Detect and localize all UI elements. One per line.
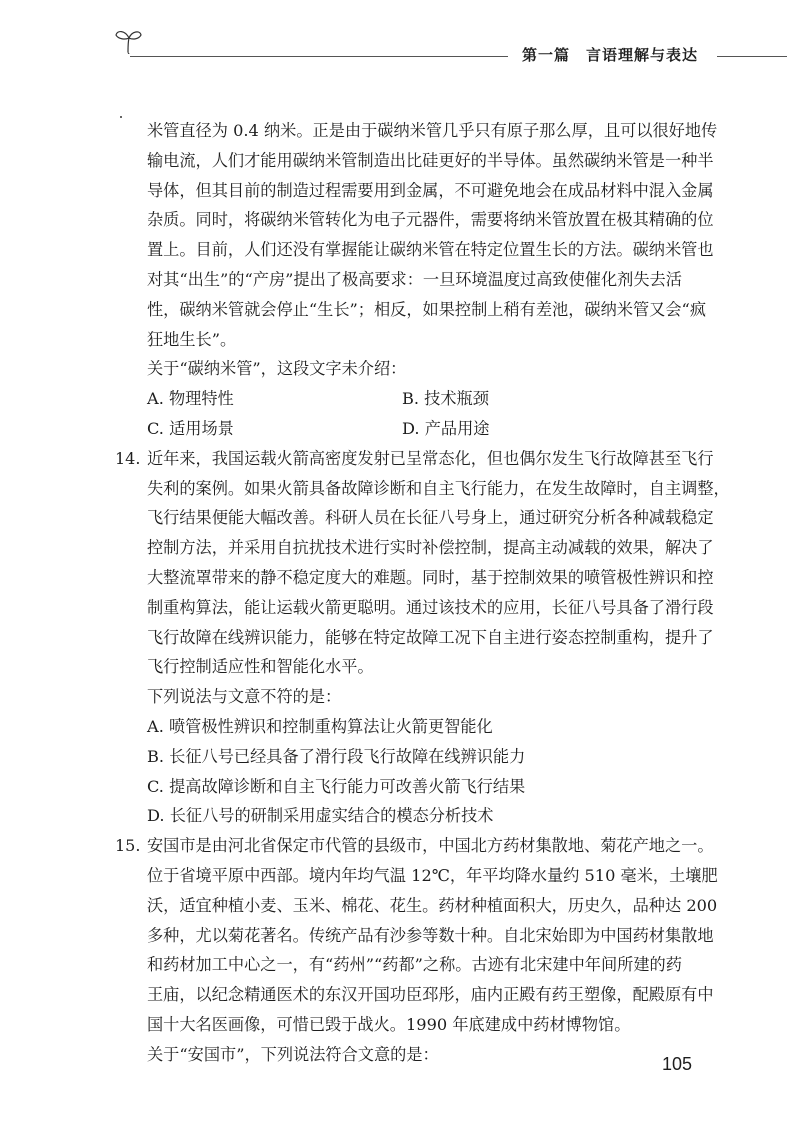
option-d: D. 长征八号的研制采用虚实结合的模态分析技术 [147,806,494,826]
passage-line: 近年来，我国运载火箭高密度发射已呈常态化，但也偶尔发生飞行故障甚至飞行 [147,448,714,468]
passage-line: 王庙，以纪念精通医术的东汉开国功臣邳彤，庙内正殿有药王塑像，配殿原有中 [147,985,714,1005]
q13-question: 关于“碳纳米管”，这段文字未介绍： [147,359,407,379]
option-b: B. 长征八号已经具备了滑行段飞行故障在线辨识能力 [147,746,526,766]
sprout-icon [113,26,143,54]
q15-question: 关于“安国市”，下列说法符合文意的是： [147,1044,439,1064]
passage-line: 多种，尤以菊花著名。传统产品有沙参等数十种。自北宋始即为中国药材集散地 [147,925,714,945]
passage-line: 狂地生长”。 [147,329,237,349]
passage-line: 杂质。同时，将碳纳米管转化为电子元器件，需要将纳米管放置在极其精确的位 [147,210,714,230]
header-rule-left [130,56,508,57]
passage-line: 米管直径为 0.4 纳米。正是由于碳纳米管几乎只有原子那么厚，且可以很好地传 [147,121,718,140]
passage-line: 飞行控制适应性和智能化水平。 [147,657,374,677]
question-number: 14. [115,448,141,468]
option-a: A. 物理特性 [147,389,234,409]
q14-passage [115,444,730,682]
passage-line: 安国市是由河北省保定市代管的县级市，中国北方药材集散地、菊花产地之一。 [147,836,714,856]
question-number: 15. [115,836,141,856]
passage-line: 位于省境平原中西部。境内年均气温 12℃，年平均降水量约 510 毫米，土壤肥 [147,865,718,885]
chapter-title: 第一篇 言语理解与表达 [522,46,699,64]
passage-line: 国十大名医画像，可惜已毁于战火。1990 年底建成中药材博物馆。 [147,1014,631,1034]
option-b: B. 技术瓶颈 [402,389,489,409]
page-number: 105 [662,1054,693,1074]
option-a: A. 喷管极性辨识和控制重构算法让火箭更智能化 [147,716,493,736]
passage-line: 失利的案例。如果火箭具备故障诊断和自主飞行能力，在发生故障时，自主调整， [147,478,730,498]
option-c: C. 提高故障诊断和自主飞行能力可改善火箭飞行结果 [147,776,526,796]
page-body [115,116,730,1070]
passage-line: 和药材加工中心之一，有“药州”“药都”之称。古迹有北宋建中年间所建的药 [147,955,682,975]
passage-line: 导体，但其目前的制造过程需要用到金属，不可避免地会在成品材料中混入金属 [147,180,714,200]
passage-line: 对其“出生”的“产房”提出了极高要求：一旦环境温度过高致使催化剂失去活 [147,269,682,289]
passage-line: 置上。目前，人们还没有掌握能让碳纳米管在特定位置生长的方法。碳纳米管也 [147,240,714,260]
passage-line: 飞行结果便能大幅改善。科研人员在长征八号身上，通过研究分析各种减载稳定 [147,508,714,528]
header-rule-right [717,56,787,57]
passage-line: 输电流，人们才能用碳纳米管制造出比硅更好的半导体。虽然碳纳米管是一种半 [147,150,714,170]
passage-line: 控制方法，并采用自抗扰技术进行实时补偿控制，提高主动减载的效果，解决了 [147,538,714,558]
passage-line: 制重构算法，能让运载火箭更聪明。通过该技术的应用，长征八号具备了滑行段 [147,597,714,617]
option-d: D. 产品用途 [402,418,490,438]
option-c: C. 适用场景 [147,418,234,438]
running-header [0,0,800,80]
passage-line: 沃，适宜种植小麦、玉米、棉花、花生。药材种植面积大，历史久，品种达 200 [147,895,718,915]
q13-options-row-2 [115,414,715,444]
q15-passage [115,831,718,1040]
q14-question: 下列说法与文意不符的是： [147,687,342,707]
q13-options-row-1 [115,384,715,414]
q13-passage [115,116,718,354]
passage-line: 性，碳纳米管就会停止“生长”；相反，如果控制上稍有差池，碳纳米管又会“疯 [147,299,707,319]
passage-line: 大整流罩带来的静不稳定度大的难题。同时，基于控制效果的喷管极性辨识和控 [147,567,714,587]
passage-line: 飞行故障在线辨识能力，能够在特定故障工况下自主进行姿态控制重构，提升了 [147,627,714,647]
